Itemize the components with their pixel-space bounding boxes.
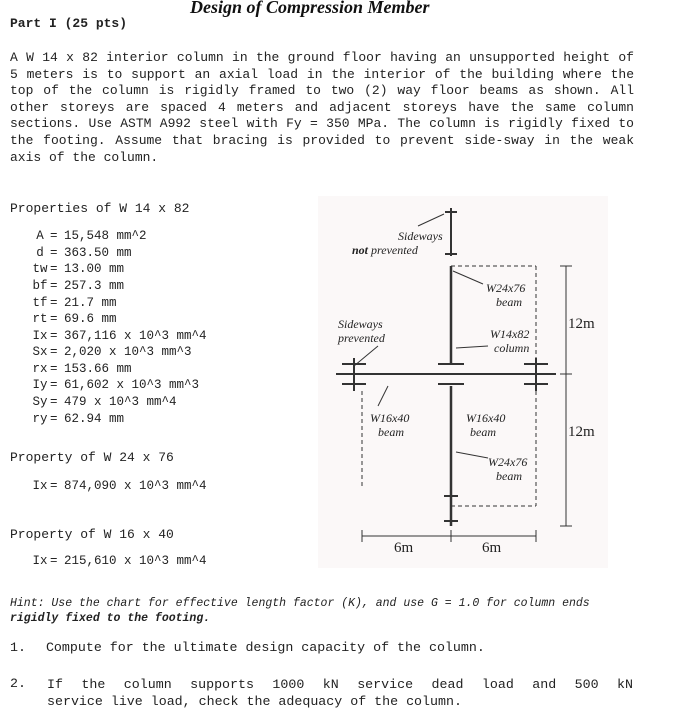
hint-line-1: Hint: Use the chart for effective length factor (K), and use G = 1.0 for column ends [10,597,590,610]
dim-top-label: 12m [568,316,595,332]
property-value: 61,602 x 10^3 mm^3 [64,378,200,392]
question-1-number: 1. [10,640,26,655]
w14-property-row [30,246,132,260]
w16-ix-row: Ix = 215,610 x 10^3 mm^4 [30,554,207,568]
part-heading: Part I (25 pts) [10,16,128,31]
label-w16-right-2: beam [470,425,496,439]
property-value: 257.3 mm [64,279,125,293]
property-symbol: rt [32,312,48,326]
equals-sign: = [50,262,58,276]
property-symbol: Sx [32,345,48,359]
w24-ix-value: 874,090 x 10^3 mm^4 [64,479,207,493]
label-sideways-top-2 [352,243,419,257]
property-symbol: bf [32,279,48,293]
property-value: 69.6 mm [64,312,117,326]
label-w24-bottom-2: beam [496,469,522,483]
w24-ix-symbol: Ix [32,479,48,493]
w14-property-row [30,378,199,392]
problem-statement: A W 14 x 82 interior column in the ground floor having an unsupported height of 5 meters is to support an axial load in the interior of the building where the top of the column is rigidly framed to two (2) way floor beams as shown. All other storeys are spaced 4 meters and adjacent storeys have the same column sections. Use ASTM A992 steel with Fy = 350 MPa. The column is rigidly fixed to the footing. Assume that bracing is provided to prevent side-sway in the weak axis of the column. [10,50,634,165]
label-w24-top-1: W24x76 [486,281,526,295]
equals-sign: = [50,279,58,293]
span-right-label: 6m [482,540,502,556]
property-symbol: tf [32,296,48,310]
equals-sign: = [50,329,58,343]
label-w14-2: column [494,341,530,355]
w14-property-row [30,412,124,426]
question-1-text: Compute for the ultimate design capacity of the column. [45,640,485,655]
property-value: 21.7 mm [64,296,117,310]
label-w16-right-1: W16x40 [466,411,506,425]
question-2-body [47,676,633,710]
question-2-line-1: If the column supports 1000 kN service dead load and 500 kN [47,677,633,692]
equals-sign: = [50,395,58,409]
w14-property-row [30,296,117,310]
label-sideways-prevented-1: Sideways [338,317,383,331]
property-symbol: Ix [32,329,48,343]
equals-sign: = [50,345,58,359]
label-w24-bottom-1: W24x76 [488,455,528,469]
equals-sign: = [50,246,58,260]
question-2-number: 2. [10,676,26,691]
equals-sign: = [50,229,58,243]
equals-sign: = [50,296,58,310]
w14-property-row [30,362,132,376]
hint [10,596,590,626]
property-value: 62.94 mm [64,412,125,426]
property-value: 363.50 mm [64,246,132,260]
property-symbol: Sy [32,395,48,409]
w14-property-row [30,312,117,326]
w16-property-heading: Property of W 16 x 40 [10,527,174,542]
property-symbol: tw [32,262,48,276]
property-value: 153.66 mm [64,362,132,376]
property-value: 479 x 10^3 mm^4 [64,395,177,409]
w14-property-row [30,262,124,276]
w14-property-row [30,329,207,343]
w24-property-heading: Property of W 24 x 76 [10,450,174,465]
label-w16-left-1: W16x40 [370,411,410,425]
w16-ix-symbol: Ix [32,554,48,568]
label-w14-1: W14x82 [490,327,530,341]
property-value: 13.00 mm [64,262,125,276]
w14-property-row [30,229,147,243]
label-sideways-top-1: Sideways [398,229,443,243]
equals-sign: = [50,362,58,376]
equals-sign: = [50,412,58,426]
property-symbol: d [36,246,44,260]
property-value: 367,116 x 10^3 mm^4 [64,329,207,343]
hint-line-2: rigidly fixed to the footing. [10,612,211,625]
span-left-label: 6m [394,540,414,556]
w14-properties-heading: Properties of W 14 x 82 [10,201,190,216]
equals-sign: = [50,312,58,326]
property-symbol: Iy [32,378,48,392]
equals-sign: = [50,378,58,392]
property-symbol: ry [32,412,48,426]
property-value: 2,020 x 10^3 mm^3 [64,345,192,359]
question-2-line-2: service live load, check the adequacy of the column. [47,694,462,709]
frame-diagram [318,196,608,568]
page-title: Design of Compression Member [190,0,430,17]
label-w24-top-2: beam [496,295,522,309]
w14-property-row [30,279,124,293]
property-symbol: rx [32,362,48,376]
label-prevented: prevented [368,243,418,257]
question-1 [10,640,485,655]
label-sideways-prevented-2: prevented [338,331,385,345]
property-symbol: A [36,229,44,243]
w14-property-row [30,395,177,409]
dim-bottom-label: 12m [568,424,595,440]
property-value: 15,548 mm^2 [64,229,147,243]
w14-property-row [30,345,192,359]
label-not: not [352,243,369,257]
w16-ix-value: 215,610 x 10^3 mm^4 [64,554,207,568]
label-w16-left-2: beam [378,425,404,439]
question-2 [10,676,26,691]
w24-ix-row: Ix = 874,090 x 10^3 mm^4 [30,479,207,493]
